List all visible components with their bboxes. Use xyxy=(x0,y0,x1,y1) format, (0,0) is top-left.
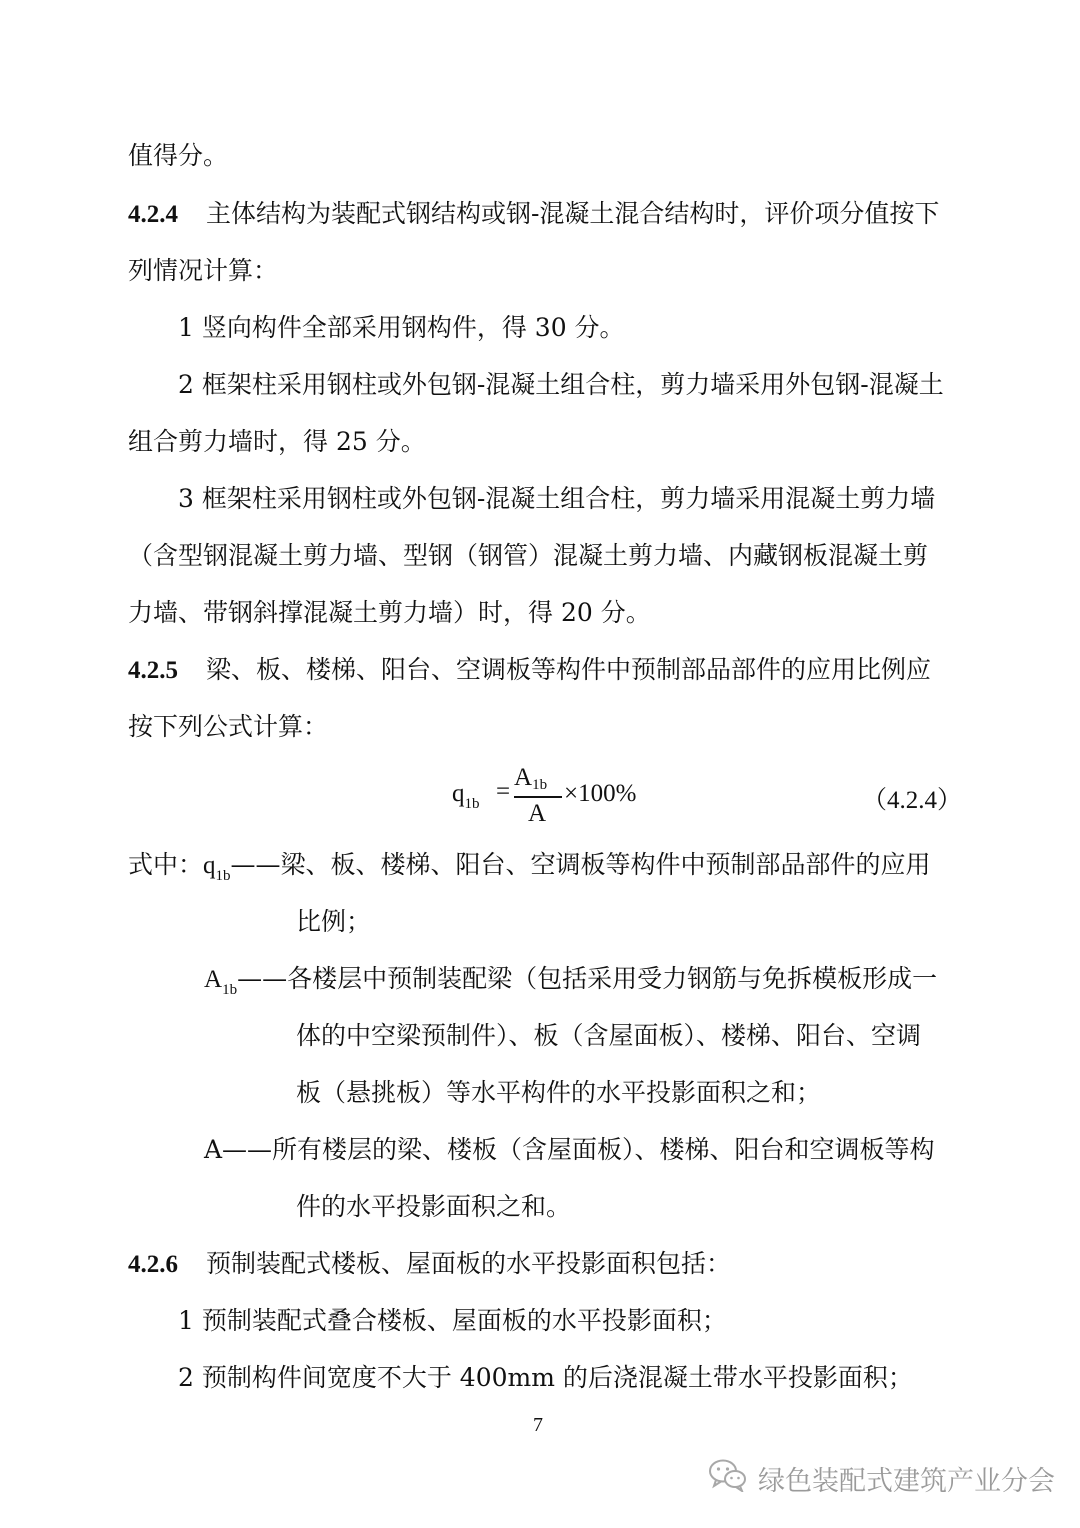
formula-lhs: $q_{1b}$ xyxy=(452,780,480,812)
text-line: 值得分。 xyxy=(128,141,229,170)
section-text: 主体结构为装配式钢结构或钢-混凝土混合结构时，评价项分值按下 xyxy=(205,199,940,228)
equation-number: （4.2.4） xyxy=(862,787,963,814)
where-item-q1b: 式中：$q_{1b}——$梁、板、楼梯、阳台、空调板等构件中预制部品部件的应用 xyxy=(128,850,931,884)
section-number: 4.2.6 xyxy=(128,1251,178,1278)
section-number: 4.2.5 xyxy=(128,657,178,684)
list-item: 2 预制构件间宽度不大于 400mm 的后浇混凝土带水平投影面积； xyxy=(178,1363,913,1392)
text-line: 体的中空梁预制件）、板（含屋面板）、楼梯、阳台、空调 xyxy=(296,1021,922,1050)
text-line: （含型钢混凝土剪力墙、型钢（钢管）混凝土剪力墙、内藏钢板混凝土剪 xyxy=(128,541,929,570)
text-line: 件的水平投影面积之和。 xyxy=(296,1192,572,1221)
watermark xyxy=(708,1458,1055,1498)
text-line: 板（悬挑板）等水平构件的水平投影面积之和； xyxy=(296,1078,822,1107)
section-text: 预制装配式楼板、屋面板的水平投影面积包括： xyxy=(205,1249,731,1278)
text-line: 组合剪力墙时，得 25 分。 xyxy=(128,427,426,456)
formula-4-2-4 xyxy=(452,764,652,828)
section-number: 4.2.4 xyxy=(128,201,178,228)
section-4-2-6 xyxy=(128,1249,731,1280)
watermark-text: 绿色装配式建筑产业分会 xyxy=(758,1465,1055,1497)
formula-equals: = xyxy=(496,778,511,805)
fraction-bar xyxy=(514,796,562,798)
list-item: 2 框架柱采用钢柱或外包钢-混凝土组合柱，剪力墙采用外包钢-混凝土 xyxy=(178,370,944,399)
section-4-2-4 xyxy=(128,199,939,230)
text-line: 比例； xyxy=(296,907,372,936)
wechat-icon xyxy=(708,1458,748,1499)
where-item-a1b: $A_{1b}——$各楼层中预制装配梁（包括采用受力钢筋与免拆模板形成一 xyxy=(204,964,938,998)
page-number: 7 xyxy=(533,1414,543,1436)
list-item: 3 框架柱采用钢柱或外包钢-混凝土组合柱，剪力墙采用混凝土剪力墙 xyxy=(178,484,936,513)
list-item: 1 竖向构件全部采用钢构件，得 30 分。 xyxy=(178,313,625,342)
text-line: 按下列公式计算： xyxy=(128,712,329,741)
text-line: 列情况计算： xyxy=(128,256,279,285)
formula-denominator: A xyxy=(528,800,547,827)
section-4-2-5 xyxy=(128,655,931,686)
section-text: 梁、板、楼梯、阳台、空调板等构件中预制部品部件的应用比例应 xyxy=(205,655,931,684)
list-item: 1 预制装配式叠合楼板、屋面板的水平投影面积； xyxy=(178,1306,727,1335)
text-line: 力墙、带钢斜撑混凝土剪力墙）时，得 20 分。 xyxy=(128,598,651,627)
where-item-a: A——所有楼层的梁、楼板（含屋面板）、楼梯、阳台和空调板等构 xyxy=(204,1135,935,1164)
formula-multiplier: ×100% xyxy=(564,780,637,807)
formula-numerator: A1b xyxy=(514,764,548,793)
